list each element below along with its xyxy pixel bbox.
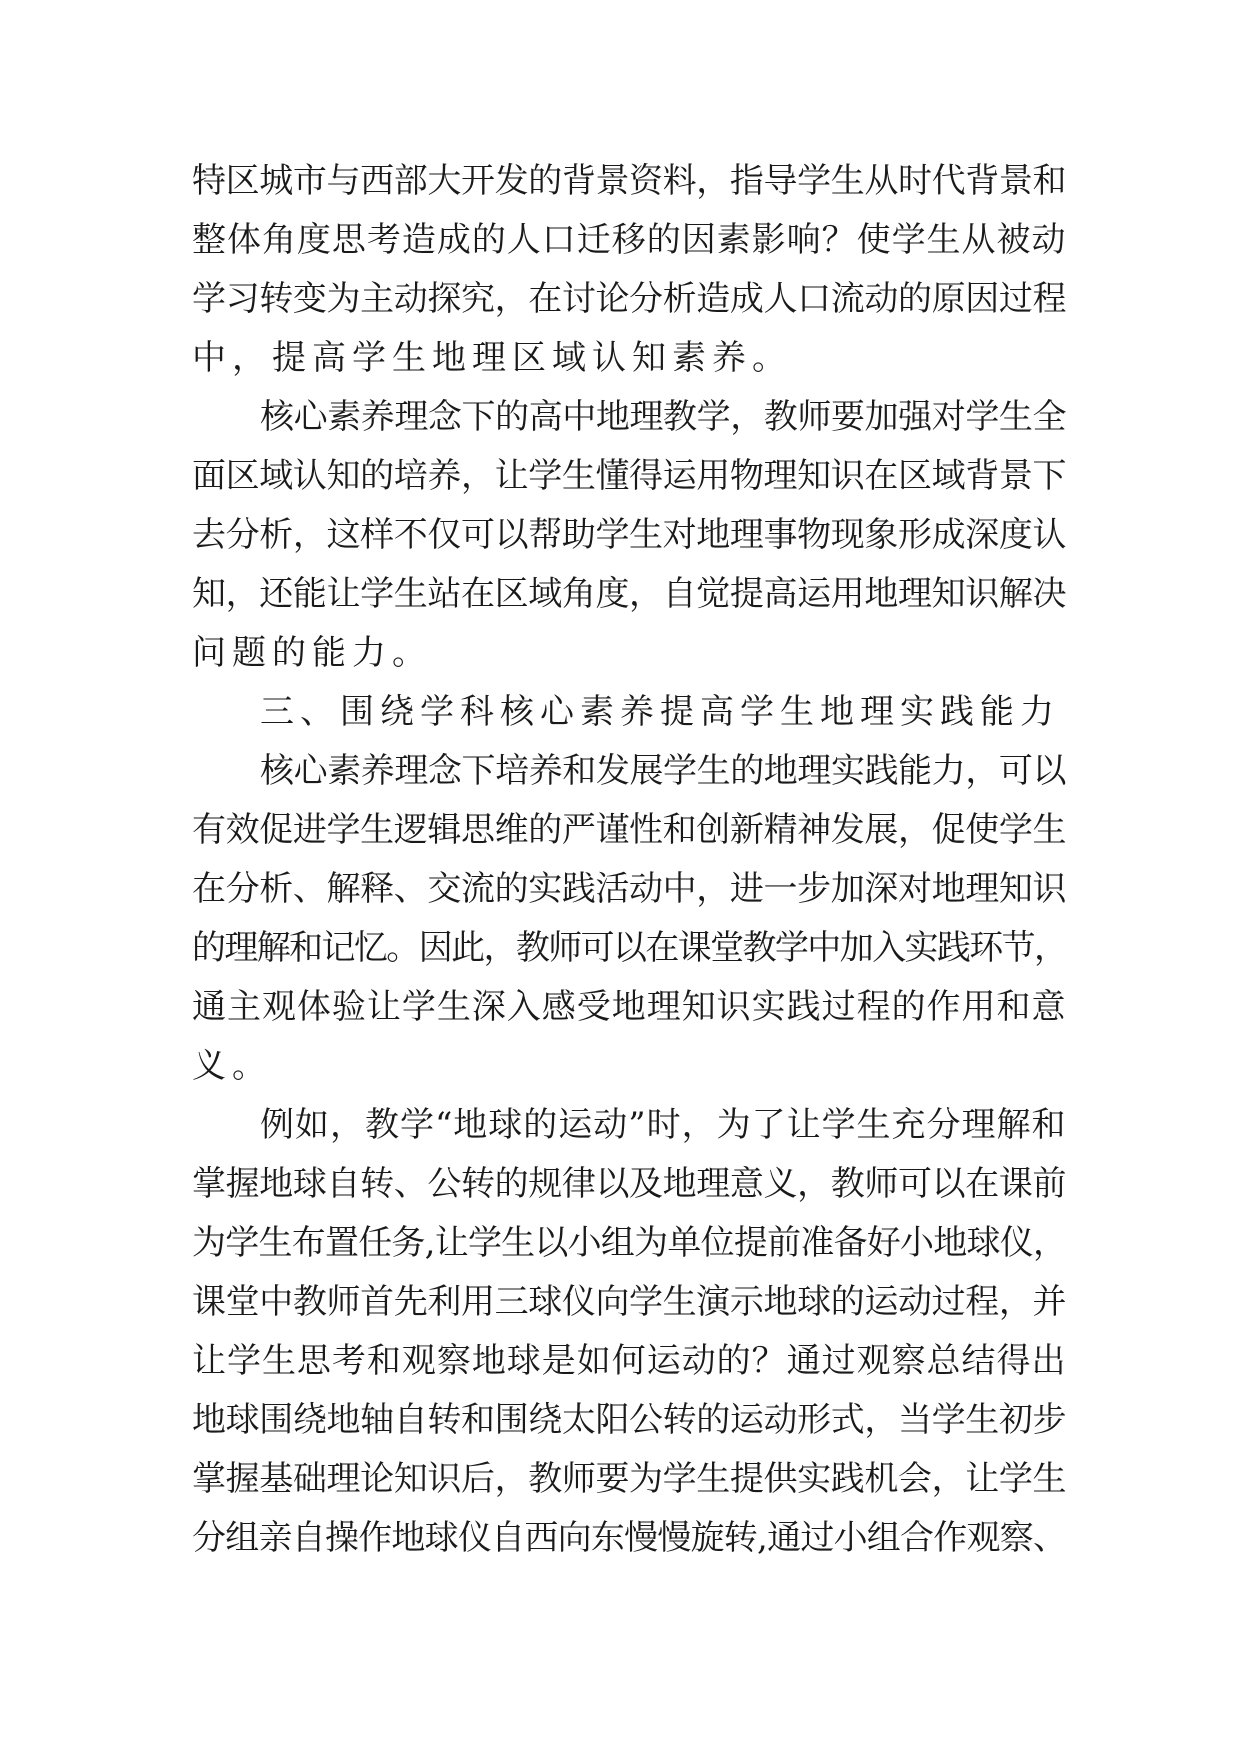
text-line: 特区城市与西部大开发的背景资料，指导学生从时代背景和 (192, 161, 1066, 201)
text-line: 让学生思考和观察地球是如何运动的？通过观察总结得出 (192, 1341, 1066, 1381)
text-line: 的理解和记忆。因此，教师可以在课堂教学中加入实践环节， (192, 928, 1066, 968)
text-line: 问题的能力。 (192, 633, 432, 673)
text-line: 掌握基础理论知识后，教师要为学生提供实践机会，让学生 (192, 1459, 1066, 1499)
text-line: 义。 (192, 1046, 272, 1086)
text-line: 掌握地球自转、公转的规律以及地理意义，教师可以在课前 (192, 1164, 1066, 1204)
text-line: 为学生布置任务,让学生以小组为单位提前准备好小地球仪， (192, 1223, 1066, 1263)
text-line: 面区域认知的培养，让学生懂得运用物理知识在区域背景下 (192, 456, 1066, 496)
text-line: 核心素养理念下培养和发展学生的地理实践能力，可以 (260, 751, 1066, 791)
text-line: 整体角度思考造成的人口迁移的因素影响？使学生从被动 (192, 220, 1066, 260)
text-line: 分组亲自操作地球仪自西向东慢慢旋转,通过小组合作观察、 (192, 1518, 1066, 1558)
text-line: 例如，教学“地球的运动”时，为了让学生充分理解和 (260, 1105, 1066, 1145)
text-line: 有效促进学生逻辑思维的严谨性和创新精神发展，促使学生 (192, 810, 1066, 850)
text-line: 通主观体验让学生深入感受地理知识实践过程的作用和意 (192, 987, 1066, 1027)
text-line: 课堂中教师首先利用三球仪向学生演示地球的运动过程，并 (192, 1282, 1066, 1322)
text-line: 去分析，这样不仅可以帮助学生对地理事物现象形成深度认 (192, 515, 1066, 555)
text-line: 知，还能让学生站在区域角度，自觉提高运用地理知识解决 (192, 574, 1066, 614)
section-heading: 三、围绕学科核心素养提高学生地理实践能力 (260, 692, 1060, 732)
text-line: 核心素养理念下的高中地理教学，教师要加强对学生全 (260, 397, 1066, 437)
text-line: 学习转变为主动探究，在讨论分析造成人口流动的原因过程 (192, 279, 1066, 319)
text-line: 在分析、解释、交流的实践活动中，进一步加深对地理知识 (192, 869, 1066, 909)
text-line: 中，提高学生地理区域认知素养。 (192, 338, 792, 378)
text-line: 地球围绕地轴自转和围绕太阳公转的运动形式，当学生初步 (192, 1400, 1066, 1440)
body-text (192, 152, 1066, 1568)
